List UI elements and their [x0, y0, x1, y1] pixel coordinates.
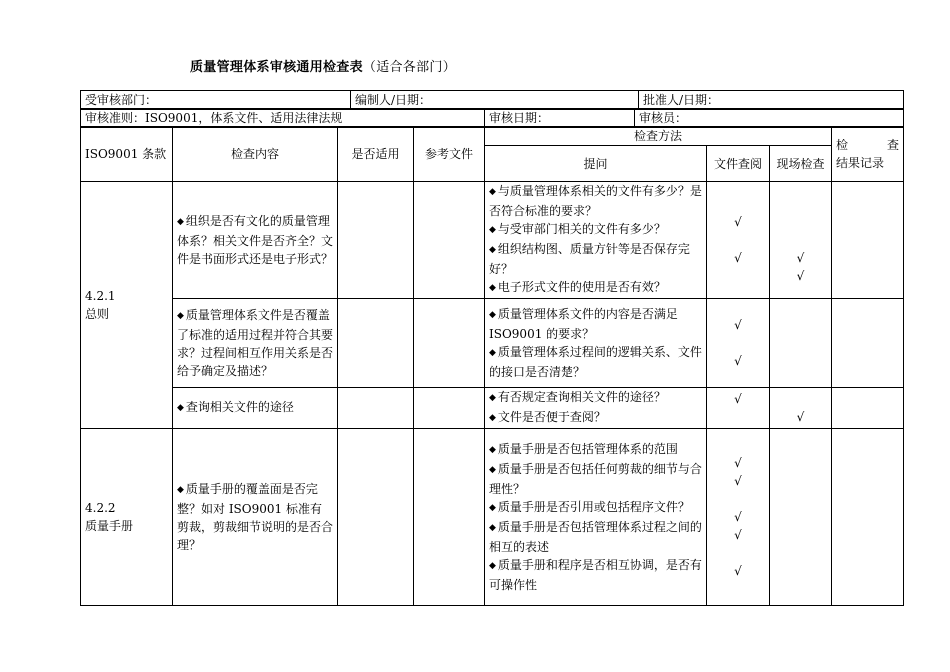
content-text: ◆ 组织是否有文化的质量管理体系？相关文件是否齐全？文件是书面形式还是电子形式？ — [177, 214, 333, 266]
result-header-line1: 检 查 — [836, 138, 900, 152]
table-row — [81, 429, 904, 606]
question-item: ◆ 质量手册是否包括管理体系的范围 — [489, 440, 702, 460]
result-cell — [832, 388, 904, 429]
applicable-cell — [338, 429, 414, 606]
content-cell — [173, 429, 338, 606]
question-cell — [485, 388, 707, 429]
clause-name: 质量手册 — [85, 519, 134, 533]
page-title — [190, 56, 456, 75]
applicable-cell — [338, 388, 414, 429]
doc-review-cell — [707, 299, 770, 388]
result-cell — [832, 299, 904, 388]
content-text: ◆ 质量手册的覆盖面是否完整？如对 ISO9001 标准有剪裁，剪裁细节说明的是否合理？ — [177, 482, 333, 552]
result-header-line2: 结果记录 — [836, 156, 885, 170]
reference-cell — [414, 429, 485, 606]
question-item: ◆ 与质量管理体系相关的文件有多少？是否符合标准的要求？ — [489, 182, 702, 220]
clause-number: 4.2.2 — [85, 501, 116, 515]
applicable-cell — [338, 182, 414, 299]
audit-date-field: 审核日期： — [485, 109, 635, 128]
approver-date-field: 批准人/日期： — [639, 91, 904, 110]
applicable-cell — [338, 299, 414, 388]
question-item: ◆ 有否规定查询相关文件的途径？ — [489, 388, 702, 408]
question-cell — [485, 182, 707, 299]
question-item: ◆ 质量管理体系过程间的逻辑关系、文件的接口是否清楚？ — [489, 343, 702, 381]
col-header-result — [832, 127, 904, 182]
site-check-mark — [774, 390, 827, 408]
question-item: ◆ 质量手册和程序是否相互协调，是否有可操作性 — [489, 556, 702, 594]
content-cell — [173, 388, 338, 429]
question-item: ◆ 电子形式文件的使用是否有效？ — [489, 278, 702, 298]
doc-check-mark: √ — [734, 510, 742, 524]
doc-check-mark: √ — [734, 456, 742, 470]
question-item: ◆ 组织结构图、质量方针等是否保存完好？ — [489, 240, 702, 278]
doc-check-mark — [711, 231, 765, 249]
clause-cell — [81, 182, 173, 429]
site-check-cell — [770, 182, 832, 299]
col-header-site-check: 现场检查 — [770, 146, 832, 182]
doc-review-cell — [707, 429, 770, 606]
col-header-reference: 参考文件 — [414, 127, 485, 182]
reference-cell — [414, 299, 485, 388]
table-row — [81, 182, 904, 299]
site-check-cell — [770, 299, 832, 388]
title-sub: （适合各部门） — [362, 60, 457, 75]
result-cell — [832, 182, 904, 299]
result-cell — [832, 429, 904, 606]
doc-check-mark: √ — [734, 474, 742, 488]
doc-check-mark: √ — [734, 318, 742, 332]
question-item: ◆ 文件是否便于查阅？ — [489, 408, 702, 428]
content-cell — [173, 299, 338, 388]
question-item: ◆ 质量手册是否包括管理体系过程之间的相互的表述 — [489, 518, 702, 556]
doc-review-cell — [707, 182, 770, 299]
doc-check-mark: √ — [734, 528, 742, 542]
doc-check-mark: √ — [734, 564, 742, 578]
content-cell — [173, 182, 338, 299]
col-header-clause: ISO9001 条款 — [81, 127, 173, 182]
question-cell — [485, 429, 707, 606]
clause-name: 总则 — [85, 307, 110, 321]
site-check-mark — [774, 213, 827, 231]
title-main: 质量管理体系审核通用检查表 — [190, 60, 363, 75]
question-item: ◆ 质量手册是否包括任何剪裁的细节与合理性？ — [489, 460, 702, 498]
audit-criteria-field: 审核准则：ISO9001，体系文件、适用法律法规 — [81, 109, 485, 128]
doc-check-mark: √ — [734, 251, 742, 265]
doc-check-mark — [711, 544, 765, 562]
doc-check-mark — [711, 490, 765, 508]
site-check-cell — [770, 388, 832, 429]
header-row-1 — [80, 90, 904, 110]
col-header-doc-review: 文件查阅 — [707, 146, 770, 182]
compiler-date-field: 编制人/日期： — [351, 91, 639, 110]
site-check-mark — [774, 195, 827, 213]
col-header-method: 检查方法 — [485, 127, 832, 146]
clause-number: 4.2.1 — [85, 289, 116, 303]
col-header-question: 提问 — [485, 146, 707, 182]
doc-review-cell — [707, 388, 770, 429]
col-header-content: 检查内容 — [173, 127, 338, 182]
checklist-table — [80, 126, 904, 606]
content-text: ◆ 质量管理体系文件是否覆盖了标准的适用过程并符合其要求？过程间相互作用关系是否给予确定及描述？ — [177, 308, 333, 378]
site-check-mark: √ — [796, 251, 805, 265]
reference-cell — [414, 388, 485, 429]
doc-check-mark: √ — [734, 215, 742, 229]
question-item: ◆ 质量管理体系文件的内容是否满足 ISO9001 的要求？ — [489, 305, 702, 343]
clause-cell — [81, 429, 173, 606]
content-text: ◆ 查询相关文件的途径 — [177, 400, 294, 414]
site-check-cell — [770, 429, 832, 606]
reference-cell — [414, 182, 485, 299]
site-check-mark: √ — [796, 269, 805, 283]
table-row — [81, 299, 904, 388]
question-item: ◆ 质量手册是否引用或包括程序文件？ — [489, 498, 702, 518]
doc-check-mark — [711, 408, 765, 426]
audited-dept-field: 受审核部门： — [81, 91, 351, 110]
doc-check-mark: √ — [734, 392, 742, 406]
site-check-mark — [774, 231, 827, 249]
doc-check-mark: √ — [734, 354, 742, 368]
doc-check-mark — [711, 334, 765, 352]
question-item: ◆ 与受审部门相关的文件有多少？ — [489, 220, 702, 240]
col-header-applicable: 是否适用 — [338, 127, 414, 182]
auditor-field: 审核员： — [635, 109, 904, 128]
header-row-2 — [80, 108, 904, 128]
table-row — [81, 388, 904, 429]
question-cell — [485, 299, 707, 388]
site-check-mark: √ — [796, 410, 805, 424]
